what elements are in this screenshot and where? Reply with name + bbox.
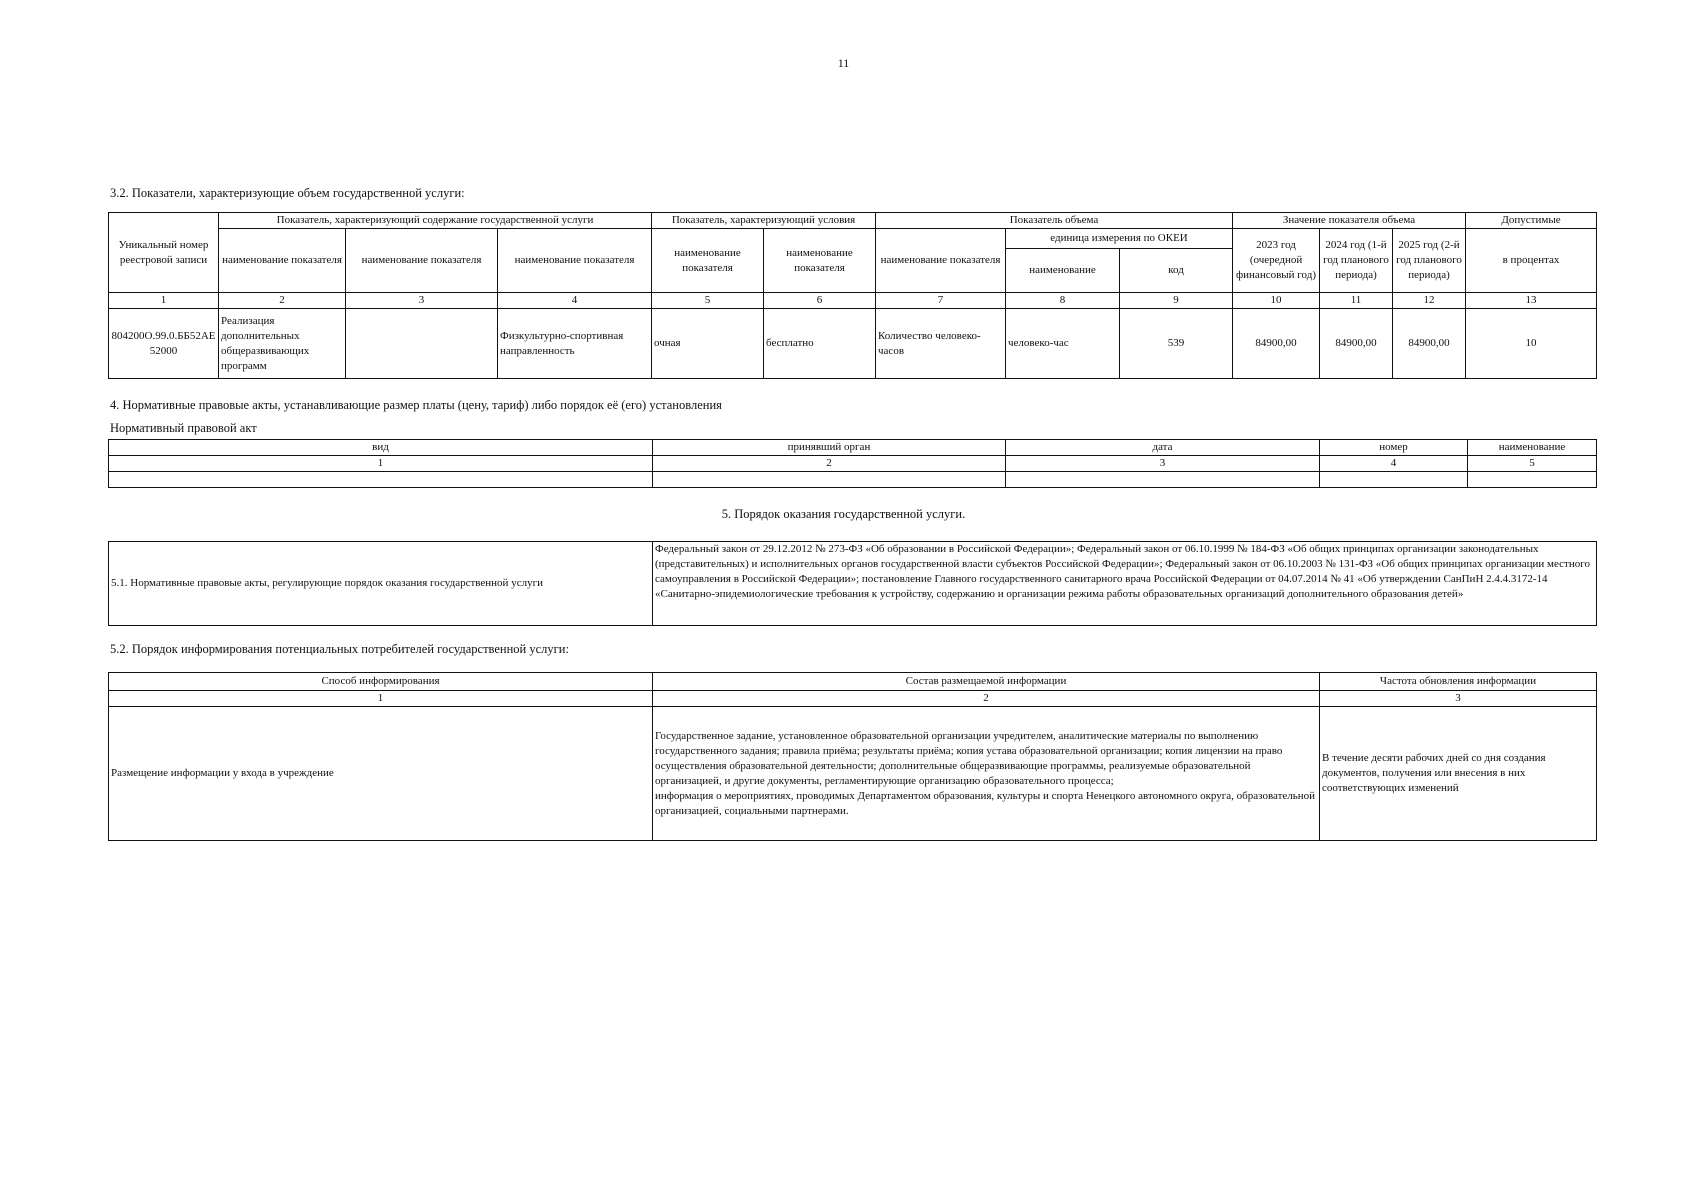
table-row [109,707,1597,841]
header-group-content: Показатель, характеризующий содержание государственной услуги [219,213,652,229]
inf-frequency: В течение десяти рабочих дней со дня создания документов, получения или внесения в них соответствующих изменений [1320,707,1597,841]
informing-table [108,672,1597,841]
section-4-title: 4. Нормативные правовые акты, устанавливающие размер платы (цену, тариф) либо порядок её (его) установления [110,398,722,412]
page-number: 11 [837,56,850,70]
col-number: 4 [1320,456,1468,472]
header-unique-number: Уникальный номер реестровой записи [109,213,219,293]
row-content-3: Физкультурно-спортивная направленность [498,309,652,379]
table-row [109,472,1597,488]
regulatory-acts-label: 5.1. Нормативные правовые акты, регулирующие порядок оказания государственной услуги [109,542,653,626]
regulatory-acts-table [108,541,1597,626]
section-5-2-title: 5.2. Порядок информирования потенциальных потребителей государственной услуги: [110,642,569,656]
header-group-value: Значение показателя объема [1233,213,1466,229]
header-content-3: наименование показателя [498,229,652,293]
col-number: 11 [1320,293,1393,309]
header-group-volume: Показатель объема [876,213,1233,229]
inf-method: Размещение информации у входа в учреждение [109,707,653,841]
row-unique-number: 804200О.99.0.ББ52АЕ52000 [109,309,219,379]
header-in-percent: в процентах [1466,229,1597,293]
legal-header: дата [1006,440,1320,456]
row-value-2023: 84900,00 [1233,309,1320,379]
col-number: 2 [653,691,1320,707]
row-condition-1: очная [652,309,764,379]
regulatory-acts-text: Федеральный закон от 29.12.2012 № 273-ФЗ «Об образовании в Российской Федерации»; Федеральный закон от 06.10.1999 № 184-ФЗ «Об общих принципах организации законодательных (представительных) и исполнительных органов государственной власти субъектов Российской Федерации»; Федеральный закон от 06.10.2003 № 131-ФЗ «Об общих принципах организации местного самоуправления в Российской Федерации»; постановление Главного государственного санитарного врача Российской Федерации от 04.07.2014 № 41 «Об утверждении СанПиН 2.4.4.3172-14 «Санитарно-эпидемиологические требования к устройству, содержанию и организации режима работы образовательных организаций дополнительного образования детей» [653,542,1597,626]
col-number: 13 [1466,293,1597,309]
volume-indicators-table [108,212,1597,379]
col-number: 12 [1393,293,1466,309]
col-number: 3 [1006,456,1320,472]
header-content-1: наименование показателя [219,229,346,293]
col-number: 3 [346,293,498,309]
section-5-title: 5. Порядок оказания государственной услуги. [721,507,966,521]
col-number: 1 [109,691,653,707]
col-number: 2 [219,293,346,309]
header-okei-unit: единица измерения по ОКЕИ [1006,229,1233,249]
legal-header: наименование [1468,440,1597,456]
row-unit-name: человеко-час [1006,309,1120,379]
header-okei-name: наименование [1006,249,1120,293]
col-number: 1 [109,293,219,309]
row-value-2025: 84900,00 [1393,309,1466,379]
header-group-allowed: Допустимые [1466,213,1597,229]
header-content-2: наименование показателя [346,229,498,293]
col-number: 1 [109,456,653,472]
col-number: 3 [1320,691,1597,707]
table-row [109,309,1597,379]
legal-acts-table [108,439,1597,488]
col-number: 8 [1006,293,1120,309]
inf-header: Состав размещаемой информации [653,673,1320,691]
col-number: 5 [1468,456,1597,472]
row-content-1: Реализация дополнительных общеразвивающих программ [219,309,346,379]
col-number: 2 [653,456,1006,472]
row-condition-2: бесплатно [764,309,876,379]
header-condition-1: наименование показателя [652,229,764,293]
col-number: 10 [1233,293,1320,309]
section-3-2-title: 3.2. Показатели, характеризующие объем государственной услуги: [110,186,465,200]
row-allowed: 10 [1466,309,1597,379]
col-number: 6 [764,293,876,309]
row-content-2 [346,309,498,379]
col-number: 7 [876,293,1006,309]
row-unit-code: 539 [1120,309,1233,379]
col-number: 9 [1120,293,1233,309]
section-4-subtitle: Нормативный правовой акт [110,421,257,435]
legal-header: вид [109,440,653,456]
header-year-2025: 2025 год (2-й год планового периода) [1393,229,1466,293]
header-okei-code: код [1120,249,1233,293]
legal-header: принявший орган [653,440,1006,456]
header-group-conditions: Показатель, характеризующий условия [652,213,876,229]
header-condition-2: наименование показателя [764,229,876,293]
inf-header: Частота обновления информации [1320,673,1597,691]
col-number: 5 [652,293,764,309]
inf-content: Государственное задание, установленное образовательной организации учредителем, аналитические материалы по выполнению государственного задания; правила приёма; результаты приёма; копия устава образовательной организации; копия лицензии на право осуществления образовательной деятельности; дополнительные общеразвивающие программы, реализуемые образовательной организацией, и другие документы, регламентирующие организацию образовательного процесса; информация о мероприятиях, проводимых Департаментом образования, культуры и спорта Ненецкого автономного округа, образовательной организацией, социальными партнерами. [653,707,1320,841]
col-number: 4 [498,293,652,309]
header-year-2024: 2024 год (1-й год планового периода) [1320,229,1393,293]
inf-header: Способ информирования [109,673,653,691]
row-volume-name: Количество человеко-часов [876,309,1006,379]
row-value-2024: 84900,00 [1320,309,1393,379]
legal-header: номер [1320,440,1468,456]
header-year-2023: 2023 год (очередной финансовый год) [1233,229,1320,293]
header-volume-name: наименование показателя [876,229,1006,293]
